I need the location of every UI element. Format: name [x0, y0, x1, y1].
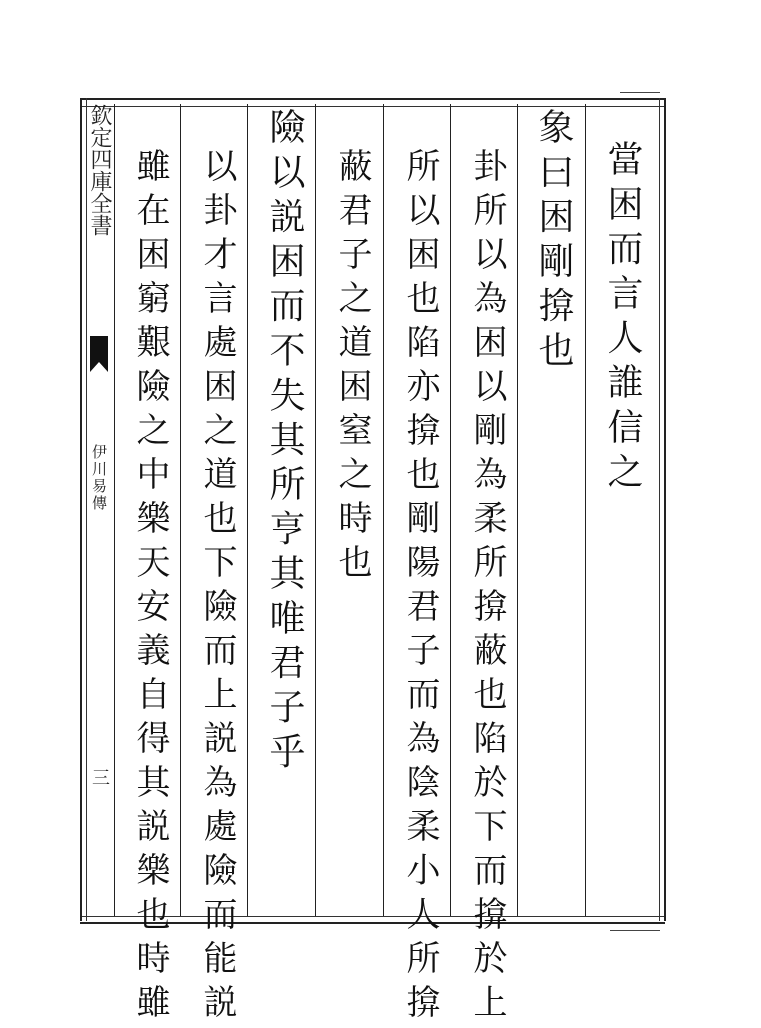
text-column-6: 險以説困而不失其所亨其唯君子乎	[264, 108, 305, 777]
text-column-4: 所以困也陷亦揜也剛陽君子而為陰柔小人所揜	[400, 148, 440, 1028]
frame-top-border	[80, 98, 665, 107]
spine-book-title: 伊川易傳	[90, 444, 108, 512]
spine-divider	[114, 104, 115, 916]
spine-page-number: 三	[89, 768, 110, 786]
text-column-7: 以卦才言處困之道也下險而上説為處險而能説	[197, 148, 237, 1028]
fishtail-mark-icon	[90, 336, 108, 372]
scan-mark	[620, 92, 660, 93]
text-column-8: 雖在困窮艱險之中樂天安義自得其説樂也時雖	[130, 148, 170, 1028]
text-column-5: 蔽君子之道困窒之時也	[332, 148, 372, 588]
spine-title: 欽定四庫全書	[87, 104, 112, 236]
scan-mark	[610, 930, 660, 931]
column-divider	[585, 104, 586, 916]
text-column-2: 象曰困剛揜也	[533, 108, 574, 376]
text-column-1: 當困而言人誰信之	[602, 140, 643, 497]
text-column-3: 卦所以為困以剛為柔所揜蔽也陷於下而揜於上	[467, 148, 507, 1028]
frame-right-border	[659, 98, 666, 921]
